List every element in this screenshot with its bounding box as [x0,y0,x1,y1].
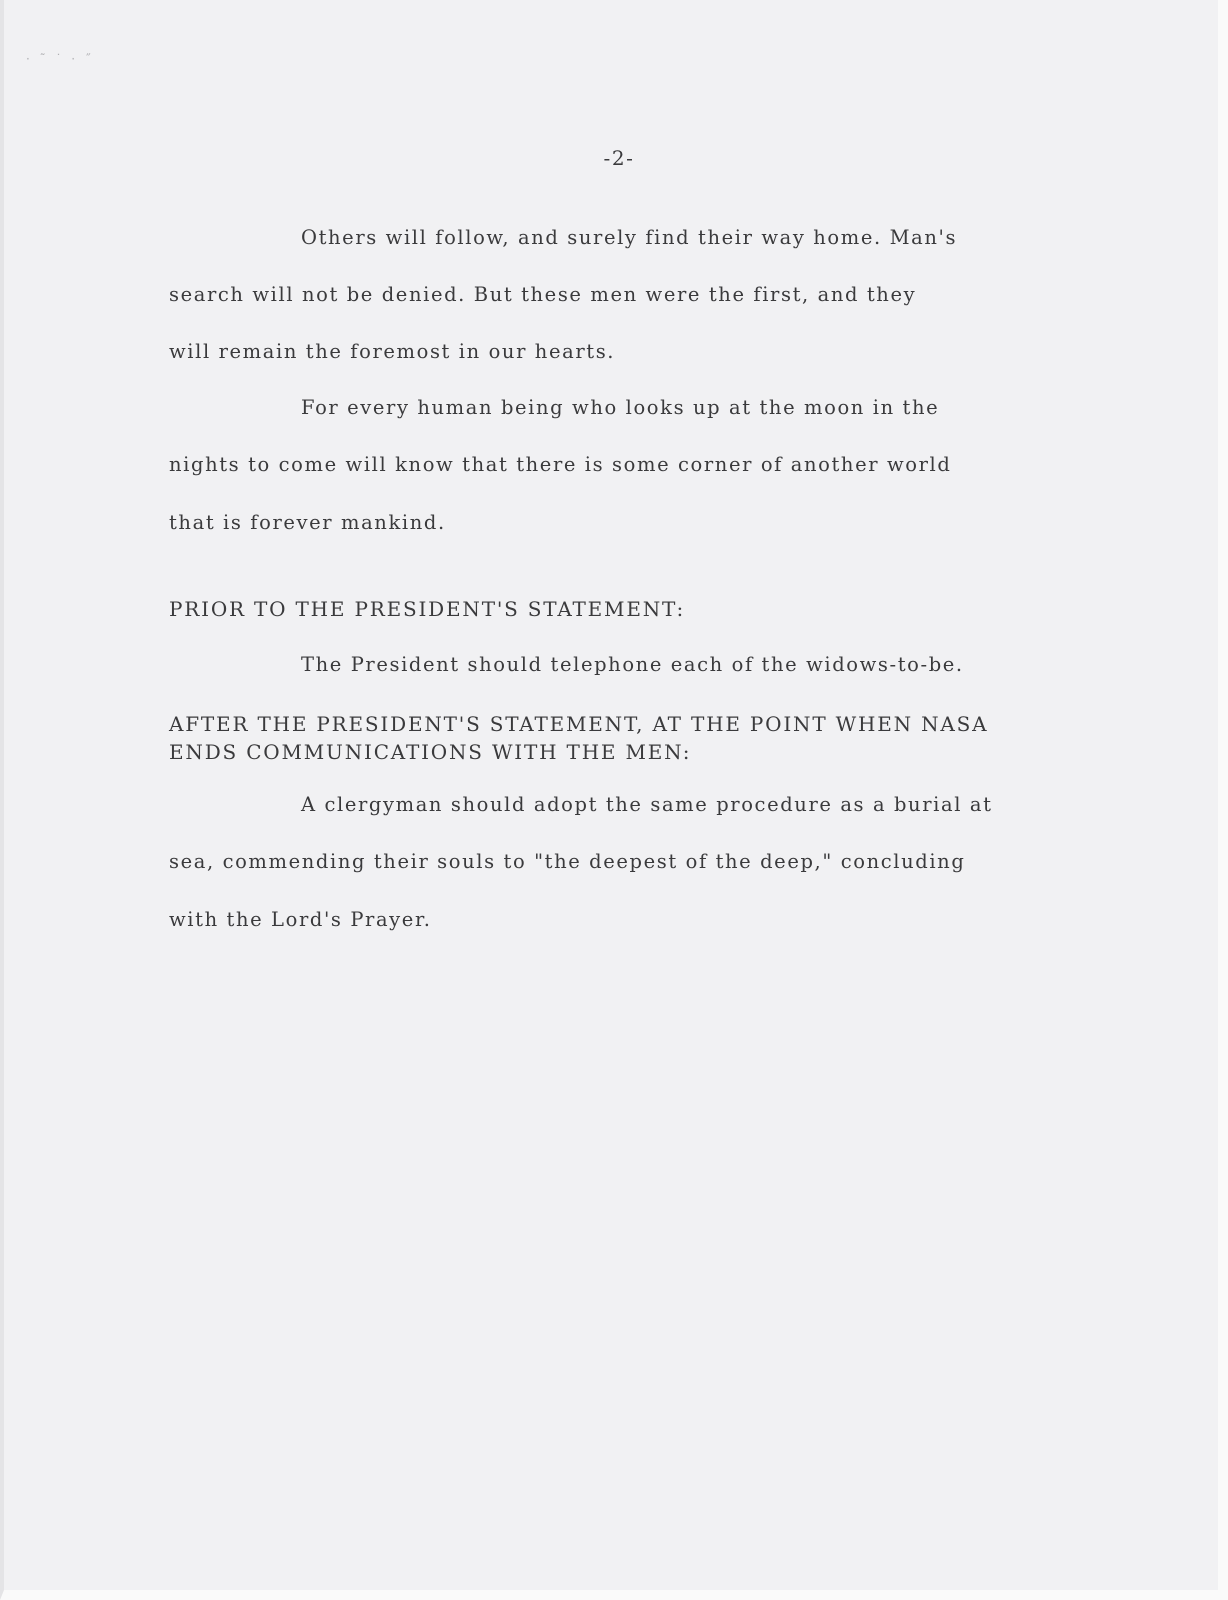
page-number: -2- [603,146,635,170]
paragraph-line: Others will follow, and surely find their way home. Man's [301,226,958,249]
paragraph-line: search will not be denied. But these men were the first, and they [169,283,917,306]
paragraph-line: sea, commending their souls to "the deepest of the deep," concluding [169,850,966,873]
paragraph-line: A clergyman should adopt the same procedure as a burial at [301,793,993,816]
paragraph-line: For every human being who looks up at the moon in the [301,396,940,419]
section-heading: ENDS COMMUNICATIONS WITH THE MEN: [169,740,692,764]
paragraph-line: with the Lord's Prayer. [169,908,432,931]
paragraph-line: nights to come will know that there is some corner of another world [169,453,952,476]
paragraph-line: that is forever mankind. [169,511,446,534]
paragraph-line: The President should telephone each of the widows-to-be. [301,653,964,676]
paragraph-line: will remain the foremost in our hearts. [169,340,616,363]
section-heading: PRIOR TO THE PRESIDENT'S STATEMENT: [169,597,685,621]
corner-marks: · ˜ ˙ · ˝ [26,52,94,66]
section-heading: AFTER THE PRESIDENT'S STATEMENT, AT THE POINT WHEN NASA [169,712,989,736]
